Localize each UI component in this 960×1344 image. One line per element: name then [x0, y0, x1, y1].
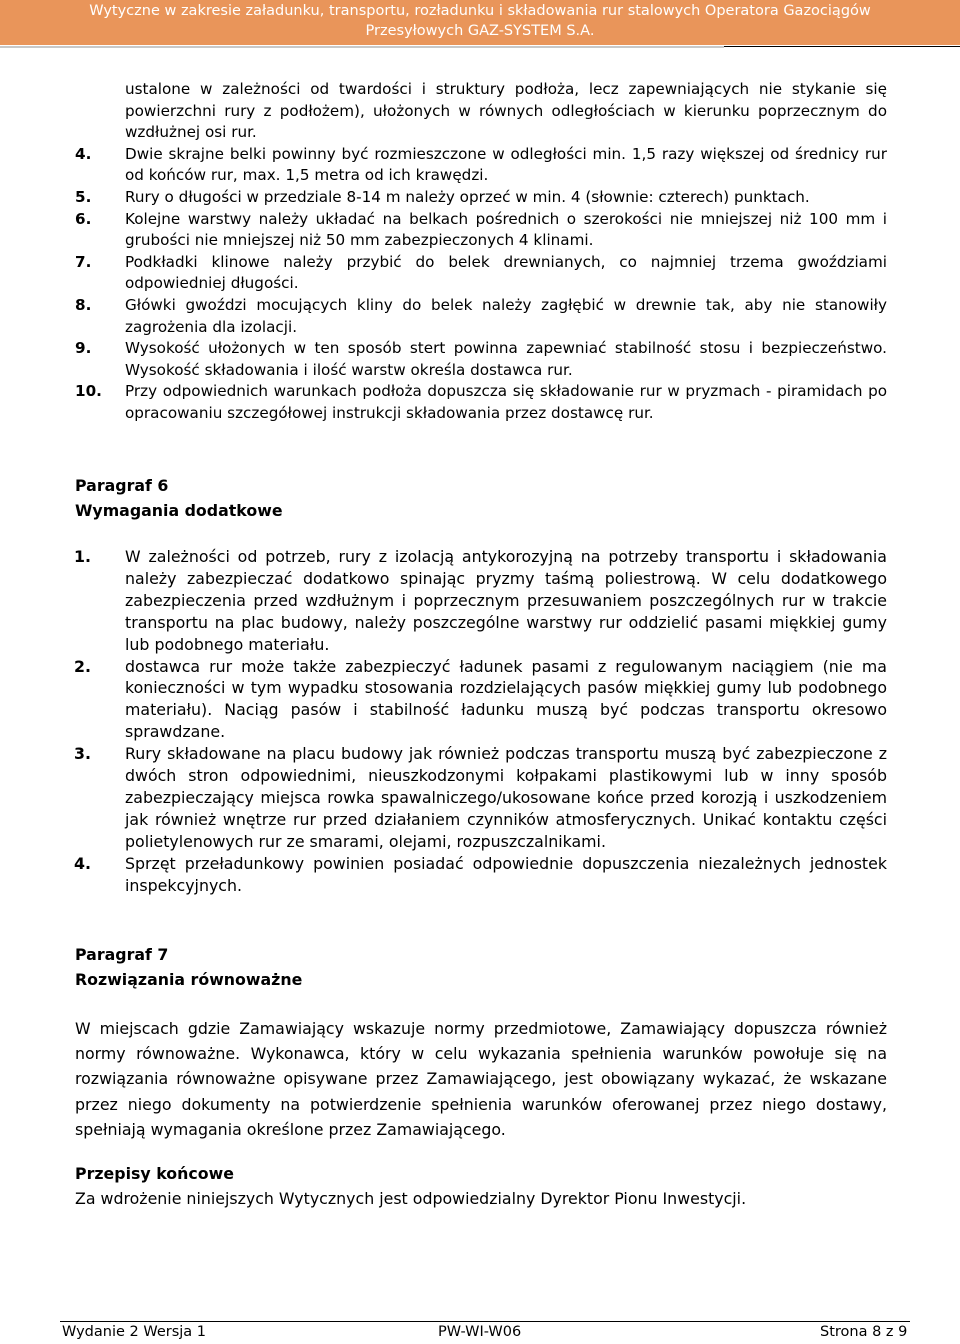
- footer-edition: Wydanie 2 Wersja 1: [62, 1324, 207, 1340]
- item-text: Przy odpowiednich warunkach podłoża dopuszcza się składowanie rur w pryzmach - piramidach po opracowaniu szczegółowej instrukcji składowania przez dostawcę rur.: [125, 382, 887, 422]
- header-divider-dark: [724, 46, 960, 47]
- item-number: 4.: [75, 144, 92, 163]
- item-text: Wysokość ułożonych w ten sposób stert powinna zapewniać stabilność stosu i bezpieczeństwo. Wysokość składowania i ilość warstw określa dostawca rur.: [125, 339, 887, 379]
- item-text: Główki gwoździ mocujących kliny do belek należy zagłębić w drewnie tak, aby nie stanowiły zagrożenia dla izolacji.: [125, 295, 887, 336]
- section7-title-heading: Rozwiązania równoważne: [75, 970, 303, 989]
- item-number: 10.: [75, 382, 102, 401]
- list-item: [75, 338, 887, 381]
- footer-document-code: PW-WI-W06: [438, 1324, 522, 1340]
- footer-divider: [60, 1321, 910, 1322]
- item-number: 3.: [74, 744, 91, 764]
- section7-number-heading: Paragraf 7: [75, 945, 169, 964]
- list-item: [74, 546, 887, 656]
- final-provisions-paragraph: Za wdrożenie niniejszych Wytycznych jest odpowiedzialny Dyrektor Pionu Inwestycji.: [75, 1189, 747, 1208]
- item-text: Dwie skrajne belki powinny być rozmieszczone w odległości min. 1,5 razy większej od średnicy rur od końców rur, max. 1,5 metra od ich krawędzi.: [125, 144, 887, 185]
- list-item: [74, 743, 887, 853]
- header-divider: [0, 46, 724, 48]
- item-number: 8.: [75, 295, 92, 314]
- item-number: 1.: [74, 547, 91, 566]
- footer-page-number: Strona 8 z 9: [820, 1324, 908, 1340]
- section6-title-heading: Wymagania dodatkowe: [75, 501, 283, 520]
- equivalent-solutions-paragraph: W miejscach gdzie Zamawiający wskazuje normy przedmiotowe, Zamawiający dopuszcza również normy równoważne. Wykonawca, który w celu wykazania spełnienia warunków powołuje się na rozwiązania równoważne opisywane przez Zamawiającego, jest obowiązany wykazać, że wskazane przez niego dokumenty na potwierdzenie spełnienia warunków oferowanej przez niego dostawy, spełniają wymagania określone przez Zamawiającego.: [75, 1019, 887, 1139]
- storage-rules-list: [75, 79, 887, 425]
- item-number: 2.: [74, 656, 91, 676]
- additional-requirements-list: [74, 546, 887, 897]
- item-text: dostawca rur może także zabezpieczyć ładunek pasami z regulowanym naciągiem (nie ma konieczności w tym wypadku stosowania rozdzielających pasów miękkiej gumy lub podobnego materiału). Naciąg pasów i stabilność ładunku muszą być podczas transportu okresowo sprawdzane.: [125, 656, 887, 742]
- item-number: 9.: [75, 339, 92, 358]
- item-text: Kolejne warstwy należy układać na belkach pośrednich o szerokości nie mniejszej niż 100 mm i grubości nie mniejszej niż 50 mm zabezpieczonych 4 klinami.: [125, 209, 887, 250]
- header-title-line2: Przesyłowych GAZ-SYSTEM S.A.: [365, 23, 595, 39]
- item-text: W zależności od potrzeb, rury z izolacją antykorozyjną na potrzeby transportu i składowania należy zabezpieczać dodatkowo spinając pryzmy taśmą poliestrową. W celu dodatkowego zabezpieczenia przed wzdłużnym i poprzecznym przesuwaniem poszczególnych rur w trakcie transportu na plac budowy, należy poszczególne warstwy rur oddzielić pasami miękkiej gumy lub podobnego materiału.: [125, 547, 887, 654]
- list-item: [75, 295, 887, 338]
- list-item-continuation: ustalone w zależności od twardości i struktury podłoża, lecz zapewniających nie stykanie się powierzchni rury z podłożem), ułożonych w równych odległościach w kierunku poprzecznym do wzdłużnej osi rur.: [125, 80, 887, 142]
- list-item: [75, 144, 887, 187]
- item-number: 6.: [75, 209, 92, 228]
- list-item: [75, 252, 887, 295]
- final-provisions-heading: Przepisy końcowe: [75, 1164, 234, 1183]
- header-title-line1: Wytyczne w zakresie załadunku, transportu, rozładunku i składowania rur stalowych Operatora Gazociągów: [89, 3, 871, 19]
- section6-number-heading: Paragraf 6: [75, 476, 169, 495]
- item-number: 4.: [74, 853, 91, 873]
- item-text: Rury o długości w przedziale 8-14 m należy oprzeć w min. 4 (słownie: czterech) punktach.: [125, 187, 810, 206]
- list-item: [74, 853, 887, 897]
- list-item: [75, 381, 887, 424]
- item-text: Podkładki klinowe należy przybić do belek drewnianych, co najmniej trzema gwoździami odpowiedniej długości.: [125, 252, 887, 293]
- list-item: [75, 187, 887, 209]
- document-header: [0, 0, 960, 45]
- item-text: Sprzęt przeładunkowy powinien posiadać odpowiednie dopuszczenia niezależnych jednostek inspekcyjnych.: [125, 853, 887, 895]
- list-item: [74, 656, 887, 744]
- item-number: 5.: [75, 187, 92, 206]
- item-number: 7.: [75, 252, 92, 271]
- item-text: Rury składowane na placu budowy jak również podczas transportu muszą być zabezpieczone z dwóch stron odpowiednimi, nieuszkodzonymi kołpakami plastikowymi lub w inny sposób zabezpieczający miejsca rowka spawalniczego/ukosowane końce przed korozją i uszkodzeniem jak również wnętrze rur przed działaniem czynników atmosferycznych. Unikać kontaktu części polietylenowych rur ze smarami, olejami, rozpuszczalnikami.: [125, 744, 887, 851]
- list-item: [75, 209, 887, 252]
